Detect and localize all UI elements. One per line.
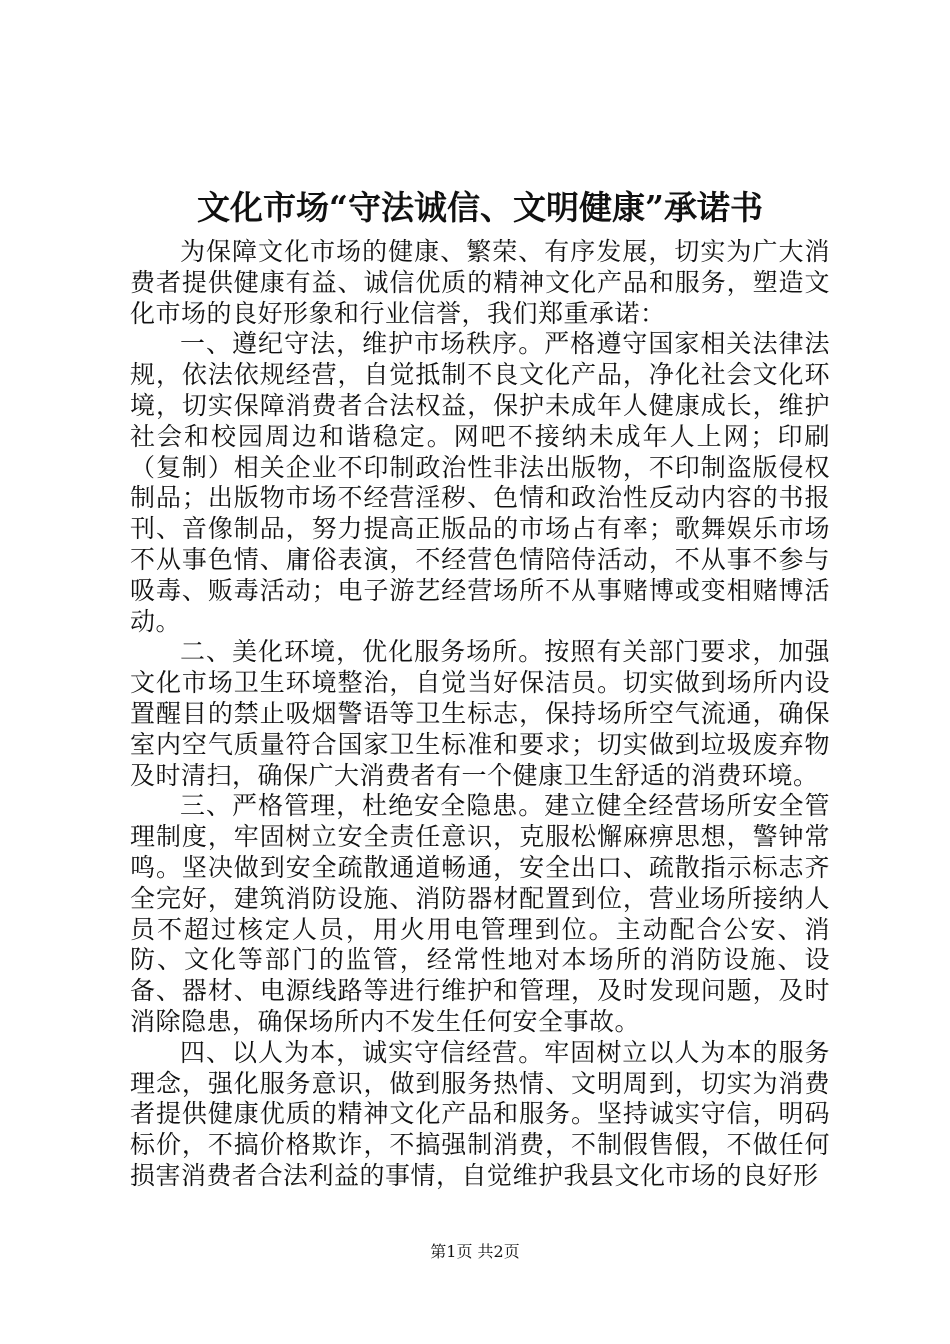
- paragraph-section-1: 一、遵纪守法，维护市场秩序。严格遵守国家相关法律法规，依法依规经营，自觉抵制不良文化产品，净化社会文化环境，切实保障消费者合法权益，保护未成年人健康成长，维护社会和校园周边和谐稳定。网吧不接纳未成年人上网；印刷（复制）相关企业不印制政治性非法出版物，不印制盗版侵权制品；出版物市场不经营淫秽、色情和政治性反动内容的书报刊、音像制品，努力提高正版品的市场占有率；歌舞娱乐市场不从事色情、庸俗表演，不经营色情陪侍活动，不从事不参与吸毒、贩毒活动；电子游艺经营场所不从事赌博或变相赌博活动。: [130, 329, 830, 636]
- paragraph-intro: 为保障文化市场的健康、繁荣、有序发展，切实为广大消费者提供健康有益、诚信优质的精神文化产品和服务，塑造文化市场的良好形象和行业信誉，我们郑重承诺：: [130, 237, 830, 328]
- document-body: [130, 237, 830, 1192]
- page-number-footer: 第1页 共2页: [430, 1242, 520, 1261]
- paragraph-section-3: 三、严格管理，杜绝安全隐患。建立健全经营场所安全管理制度，牢固树立安全责任意识，克服松懈麻痹思想，警钟常鸣。坚决做到安全疏散通道畅通，安全出口、疏散指示标志齐全完好，建筑消防设施、消防器材配置到位，营业场所接纳人员不超过核定人员，用火用电管理到位。主动配合公安、消防、文化等部门的监管，经常性地对本场所的消防设施、设备、器材、电源线路等进行维护和管理，及时发现问题，及时消除隐患，确保场所内不发生任何安全事故。: [130, 791, 830, 1036]
- paragraph-section-4: 四、以人为本，诚实守信经营。牢固树立以人为本的服务理念，强化服务意识，做到服务热情、文明周到，切实为消费者提供健康优质的精神文化产品和服务。坚持诚实守信，明码标价，不搞价格欺诈，不搞强制消费，不制假售假，不做任何损害消费者合法利益的事情，自觉维护我县文化市场的良好形: [130, 1037, 830, 1190]
- document-title: 文化市场“守法诚信、文明健康”承诺书: [197, 188, 763, 227]
- paragraph-section-2: 二、美化环境，优化服务场所。按照有关部门要求，加强文化市场卫生环境整治，自觉当好保洁员。切实做到场所内设置醒目的禁止吸烟警语等卫生标志，保持场所空气流通，确保室内空气质量符合国家卫生标准和要求；切实做到垃圾废弃物及时清扫，确保广大消费者有一个健康卫生舒适的消费环境。: [130, 637, 830, 790]
